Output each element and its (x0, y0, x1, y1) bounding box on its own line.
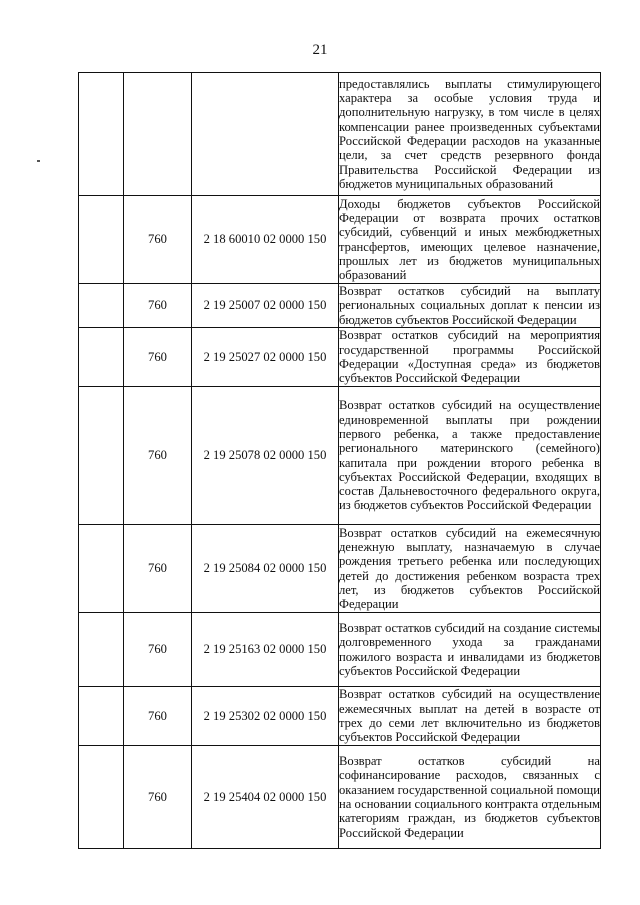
budget-revenue-table (78, 72, 601, 849)
description-cell: Возврат остатков субсидий на ежемесячную денежную выплату, назначаемую в случае рождения третьего ребенка или последующих детей до достижения ребенком возраста трех лет, из бюджетов субъектов Российской Федерации (339, 525, 600, 612)
admin-code-cell (124, 73, 192, 196)
admin-code-cell: 760 (124, 687, 192, 746)
budget-code-cell: 2 19 25078 02 0000 150 (192, 387, 339, 525)
blank-cell (79, 387, 124, 525)
table-row (79, 525, 601, 613)
description-cell: Возврат остатков субсидий на выплату региональных социальных доплат к пенсии из бюджетов субъектов Российской Федерации (339, 284, 600, 327)
budget-code-cell: 2 19 25007 02 0000 150 (192, 284, 339, 328)
admin-code-cell: 760 (124, 196, 192, 284)
description-cell: Возврат остатков субсидий на осуществление единовременной выплаты при рождении первого ребенка, а также предоставление регионального материнского (семейного) капитала при рождении второго ребенка в субъектах Российской Федерации, входящих в состав Дальневосточного федерального округа, из бюджетов субъектов Российской Федерации (339, 387, 601, 525)
budget-code-cell: 2 19 25302 02 0000 150 (192, 687, 339, 746)
scan-speck (37, 160, 40, 162)
blank-cell (79, 196, 124, 284)
admin-code-cell: 760 (124, 387, 192, 525)
table-row (79, 387, 601, 525)
blank-cell (79, 284, 124, 328)
page-number: 21 (312, 42, 328, 58)
budget-code-cell: 2 19 25163 02 0000 150 (192, 613, 339, 687)
blank-cell (79, 687, 124, 746)
budget-code-cell: 2 19 25404 02 0000 150 (192, 746, 339, 849)
description-cell: Возврат остатков субсидий на мероприятия государственной программы Российской Федерации «Доступная среда» из бюджетов субъектов Российской Федерации (339, 328, 600, 386)
description-cell: Доходы бюджетов субъектов Российской Федерации от возврата прочих остатков субсидий, субвенций и иных межбюджетных трансфертов, имеющих целевое назначение, прошлых лет из бюджетов муниципальных образований (339, 196, 600, 283)
admin-code-cell: 760 (124, 328, 192, 387)
budget-code-cell: 2 18 60010 02 0000 150 (192, 196, 339, 284)
description-cell: Возврат остатков субсидий на осуществление ежемесячных выплат на детей в возрасте от трех до семи лет включительно из бюджетов субъектов Российской Федерации (339, 687, 600, 745)
blank-cell (79, 73, 124, 196)
blank-cell (79, 328, 124, 387)
admin-code-cell: 760 (124, 613, 192, 687)
table-row (79, 746, 601, 849)
blank-cell (79, 525, 124, 613)
budget-code-cell (192, 73, 339, 196)
budget-code-cell: 2 19 25084 02 0000 150 (192, 525, 339, 613)
description-cell: Возврат остатков субсидий на софинансирование расходов, связанных с оказанием государственной социальной помощи на основании социального контракта отдельным категориям граждан, из бюджетов субъектов Российской Федерации (339, 746, 601, 849)
table-row (79, 284, 601, 328)
table-row (79, 613, 601, 687)
table-row (79, 687, 601, 746)
admin-code-cell: 760 (124, 284, 192, 328)
admin-code-cell: 760 (124, 525, 192, 613)
admin-code-cell: 760 (124, 746, 192, 849)
blank-cell (79, 613, 124, 687)
table-row (79, 328, 601, 387)
description-cell: Возврат остатков субсидий на создание системы долговременного ухода за гражданами пожилого возраста и инвалидами из бюджетов субъектов Российской Федерации (339, 613, 601, 687)
description-cell: предоставлялись выплаты стимулирующего характера за особые условия труда и дополнительную нагрузку, в том числе в целях компенсации ранее произведенных субъектами Российской Федерации расходов на указанные цели, за счет средств резервного фонда Правительства Российской Федерации из бюджетов муниципальных образований (339, 73, 601, 196)
budget-code-cell: 2 19 25027 02 0000 150 (192, 328, 339, 387)
table-row (79, 196, 601, 284)
blank-cell (79, 746, 124, 849)
table-row (79, 73, 601, 196)
